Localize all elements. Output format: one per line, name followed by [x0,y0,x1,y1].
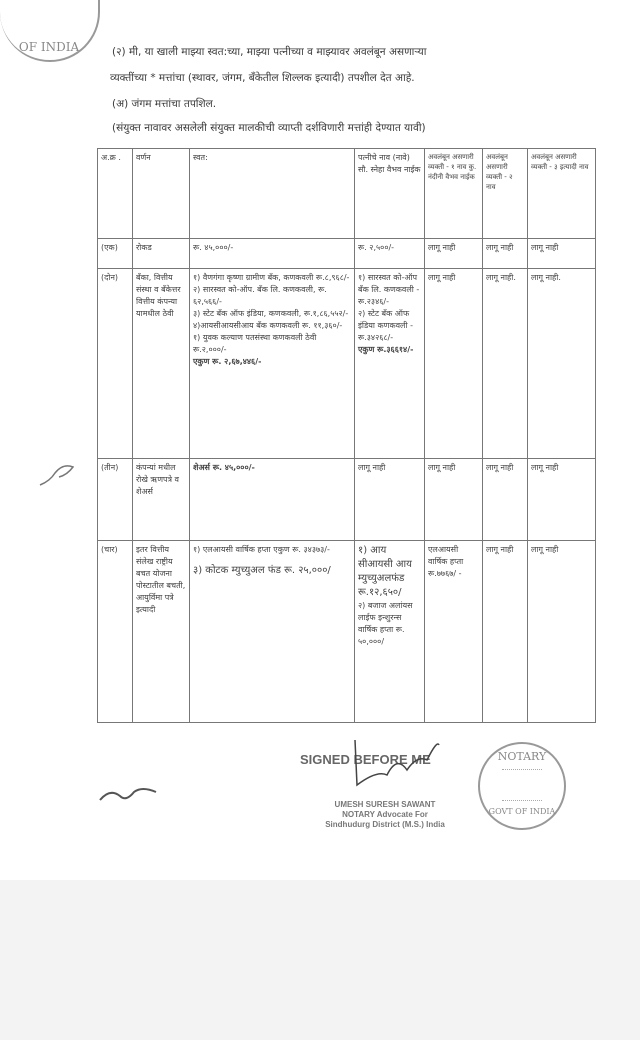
row-self [190,541,355,723]
row-dependent-3: लागू नाही [528,459,596,541]
spouse-entry: २) स्टेट बँक ऑफ इंडिया कणकवली - रू.३४२६८/- [358,309,413,342]
row-description: रोकड [133,239,190,269]
scan-background [0,880,640,1040]
row-self [190,459,355,541]
row-spouse [355,269,425,459]
header-dependent-1: अवलंबून असणारी व्यक्ती - १ नाव कु. नंदीनी वैभव नाईक [425,149,483,239]
signed-before-me: SIGNED BEFORE ME [300,752,431,767]
self-entry: ४)आयसीआयसीआय बँक कणकवली रू. ११,३६०/- [193,321,343,330]
intro-line-3: (अ) जंगम मत्तांचा तपशिल. [112,98,217,110]
spouse-total: एकुण रू.३६६१४/- [358,345,414,354]
self-entry: १) युवक कल्याण पतसंस्था कणकवली ठेवी रू.२,०००/- [193,333,317,354]
self-entry: रू. ४५,०००/- [193,243,234,252]
row-dependent-1: लागू नाही [425,239,483,269]
table-header-row [98,149,596,239]
table-row [98,269,596,459]
notary-name: UMESH SURESH SAWANT [334,800,436,809]
row-serial: (चार) [98,541,133,723]
header-dependent-3: अवलंबून असणारी व्यक्ती - ३ इत्यादी नाव [528,149,596,239]
row-dependent-1: लागू नाही [425,269,483,459]
spouse-entry: १) सारस्वत को-ऑप बँक लि. कणकवली - रू.२३४६/- [358,273,420,306]
notary-district: Sindhudurg District (M.S.) India [325,820,445,829]
self-total: एकुण रू. २,६७,४४६/- [193,357,262,366]
table-row [98,239,596,269]
intro-line-2: व्यक्तींच्या * मत्तांचा (स्थावर, जंगम, बँकेतील शिल्लक इत्यादी) तपशील देत आहे. [110,72,415,84]
table-row [98,541,596,723]
row-spouse [355,239,425,269]
spouse-entry: २) बजाज अलांयस लाईफ इन्शुरन्स वार्षिक हप्ता रू. ५०,०००/ [358,601,413,646]
row-spouse [355,541,425,723]
movable-assets-table [97,148,596,723]
spouse-entry: रू. २,५००/- [358,243,395,252]
row-dependent-1: लागू नाही [425,459,483,541]
notary-title: NOTARY Advocate For [342,810,428,819]
seal-top-text: NOTARY [497,750,547,763]
notary-signature [335,735,445,795]
row-dependent-3: लागू नाही [528,541,596,723]
corner-notary-seal [0,0,100,62]
spouse-entry: १) आय सीआयसी आय म्युच्युअलफंड रू.१२,६५०/ [358,545,412,598]
row-dependent-2: लागू नाही. [483,269,528,459]
table-row [98,459,596,541]
self-entry: १) वैणगंगा कृष्णा ग्रामीण बँक, कणकवली रू.८,९६८/- [193,273,350,282]
row-dependent-2: लागू नाही [483,239,528,269]
seal-text: OF INDIA [18,40,80,54]
row-description: इतर वित्तीय संलेख राष्ट्रीय बचत योजना पोस्टातील बचती, आयुर्विमा पत्रे इत्यादी [133,541,190,723]
intro-line-4: (संयुक्त नावावर असलेली संयुक्त मालकीची व्याप्ती दर्शविणारी मत्तांही देण्यात यावी) [112,122,426,134]
self-entry: २) सारस्वत को-ऑप. बँक लि. कणकवली, रू. ६२,५६६/- [193,285,327,306]
row-dependent-3: लागू नाही. [528,269,596,459]
header-spouse: पत्नीचे नाव (नावे) सौ. स्नेहा वैभव नाईक [355,149,425,239]
row-dependent-3: लागू नाही [528,239,596,269]
handwritten-initials [95,775,165,815]
intro-line-1: (२) मी, या खाली माझ्या स्वत:च्या, माझ्या पत्नीच्या व माझ्यावर अवलंबून असणाऱ्या [112,46,427,58]
handwritten-mark [35,455,85,495]
header-self: स्वत: [190,149,355,239]
header-description: वर्णन [133,149,190,239]
self-entry: ३) कोटक म्युच्युअल फंड रू. २५,०००/ [193,565,331,576]
notary-details [310,800,460,830]
row-dependent-1: एलआयसी वार्षिक हप्ता रू.७७६७/ - [425,541,483,723]
row-description: कंपन्यां मधील रोखे ऋणपत्रे व शेअर्स [133,459,190,541]
self-entry: शेअर्स रू. ४५,०००/- [193,463,255,472]
header-dependent-2: अवलंबून असणारी व्यक्ती - २ नाव [483,149,528,239]
row-serial: (दोन) [98,269,133,459]
row-self [190,269,355,459]
row-serial: (एक) [98,239,133,269]
header-serial: अ.क्र . [98,149,133,239]
self-entry: १) एलआयसी वार्षिक हप्ता एकुण रू. ३४३७३/- [193,545,330,554]
spouse-entry: लागू नाही [358,463,386,472]
notary-seal [478,742,566,830]
seal-bottom-text: GOVT OF INDIA [488,807,556,816]
row-dependent-2: लागू नाही [483,459,528,541]
self-entry: ३) स्टेट बँक ऑफ इंडिया, कणकवली, रू.१,८६,५५२/- [193,309,349,318]
row-serial: (तीन) [98,459,133,541]
row-self [190,239,355,269]
row-spouse [355,459,425,541]
row-dependent-2: लागू नाही [483,541,528,723]
row-description: बँका, वित्तीय संस्था व बँकेत्तर वित्तीय कंपन्या यामधील ठेवी [133,269,190,459]
